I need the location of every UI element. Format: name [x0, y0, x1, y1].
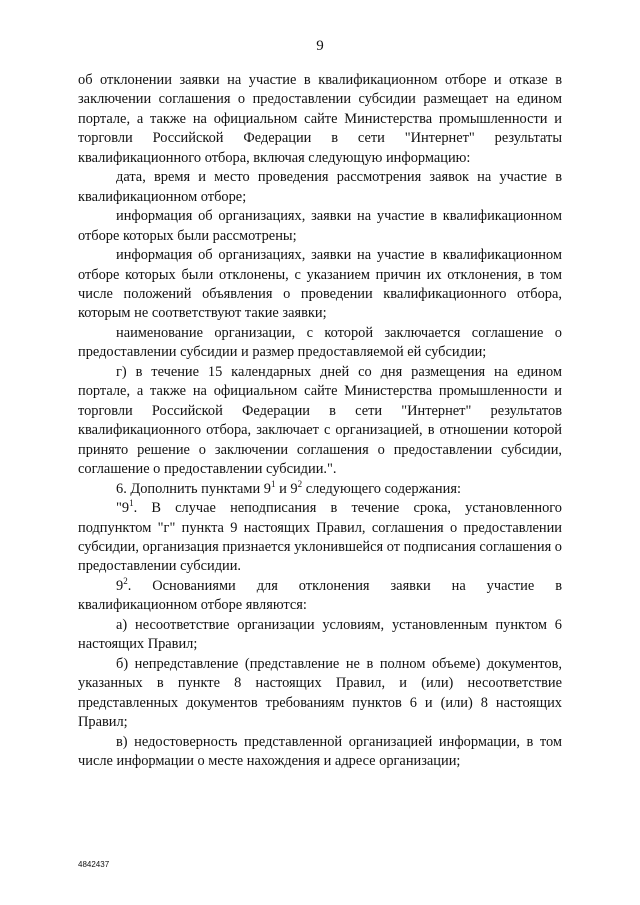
page-number: 9	[316, 38, 324, 54]
text-fragment: 6. Дополнить пунктами 9	[116, 480, 271, 497]
text-fragment: "9	[116, 500, 130, 517]
document-body	[78, 71, 562, 772]
superscript: 1	[271, 478, 276, 489]
paragraph: г) в течение 15 календарных дней со дня размещения на едином портале, а также на официальном сайте Министерства промышленности и торговли Российской Федерации в сети "Интернет" результатов квалификационного отбора, заключает с организацией, в отношении которой принято решение о заключении соглашения о предоставлении субсидии, соглашение о предоставлении субсидии.".	[78, 364, 562, 478]
document-code: 4842437	[78, 860, 110, 869]
paragraph-clause-9-1	[78, 499, 562, 577]
superscript: 1	[129, 498, 134, 509]
paragraph: информация об организациях, заявки на участие в квалификационном отборе которых были рассмотрены;	[78, 208, 562, 244]
paragraph: об отклонении заявки на участие в квалификационном отборе и отказе в заключении соглашения о предоставлении субсидии размещает на едином портале, а также на официальном сайте Министерства промышленности и торговли Российской Федерации в сети "Интернет" результаты квалификационного отбора, включая следующую информацию:	[78, 72, 562, 166]
text-fragment: 9	[116, 578, 124, 595]
superscript: 2	[297, 478, 303, 489]
text-fragment: . В случае неподписания в течение срока, установленного подпунктом "г" пункта 9 настоящих Правил, соглашения о предоставлении субсидии, организация признается уклонившейся от подписания соглашения о предоставлении субсидии.	[78, 500, 562, 575]
paragraph: дата, время и место проведения рассмотрения заявок на участие в квалификационном отборе;	[78, 169, 562, 205]
text-fragment: . Основаниями для отклонения заявки на участие в квалификационном отборе являются:	[78, 578, 562, 614]
paragraph-amendment-6	[78, 480, 562, 499]
paragraph: в) недостоверность представленной организацией информации, в том числе информации о месте нахождения и адресе организации;	[78, 733, 562, 770]
text-fragment: следующего содержания:	[302, 480, 461, 497]
paragraph: информация об организациях, заявки на участие в квалификационном отборе которых были отклонены, с указанием причин их отклонения, в том числе положений объявления о проведении квалификационного отбора, которым не соответствуют такие заявки;	[78, 247, 562, 322]
paragraph: наименование организации, с которой заключается соглашение о предоставлении субсидии и размер предоставляемой ей субсидии;	[78, 325, 562, 361]
text-fragment: и 9	[275, 480, 298, 497]
paragraph: а) несоответствие организации условиям, установленным пунктом 6 настоящих Правил;	[78, 617, 562, 653]
paragraph: б) непредставление (представление не в полном объеме) документов, указанных в пункте 8 настоящих Правил, и (или) несоответствие представленных документов требованиям пунктов 6 и (или) 8 настоящих Правил;	[78, 656, 562, 731]
superscript: 2	[123, 576, 128, 587]
paragraph-clause-9-2	[78, 577, 562, 616]
